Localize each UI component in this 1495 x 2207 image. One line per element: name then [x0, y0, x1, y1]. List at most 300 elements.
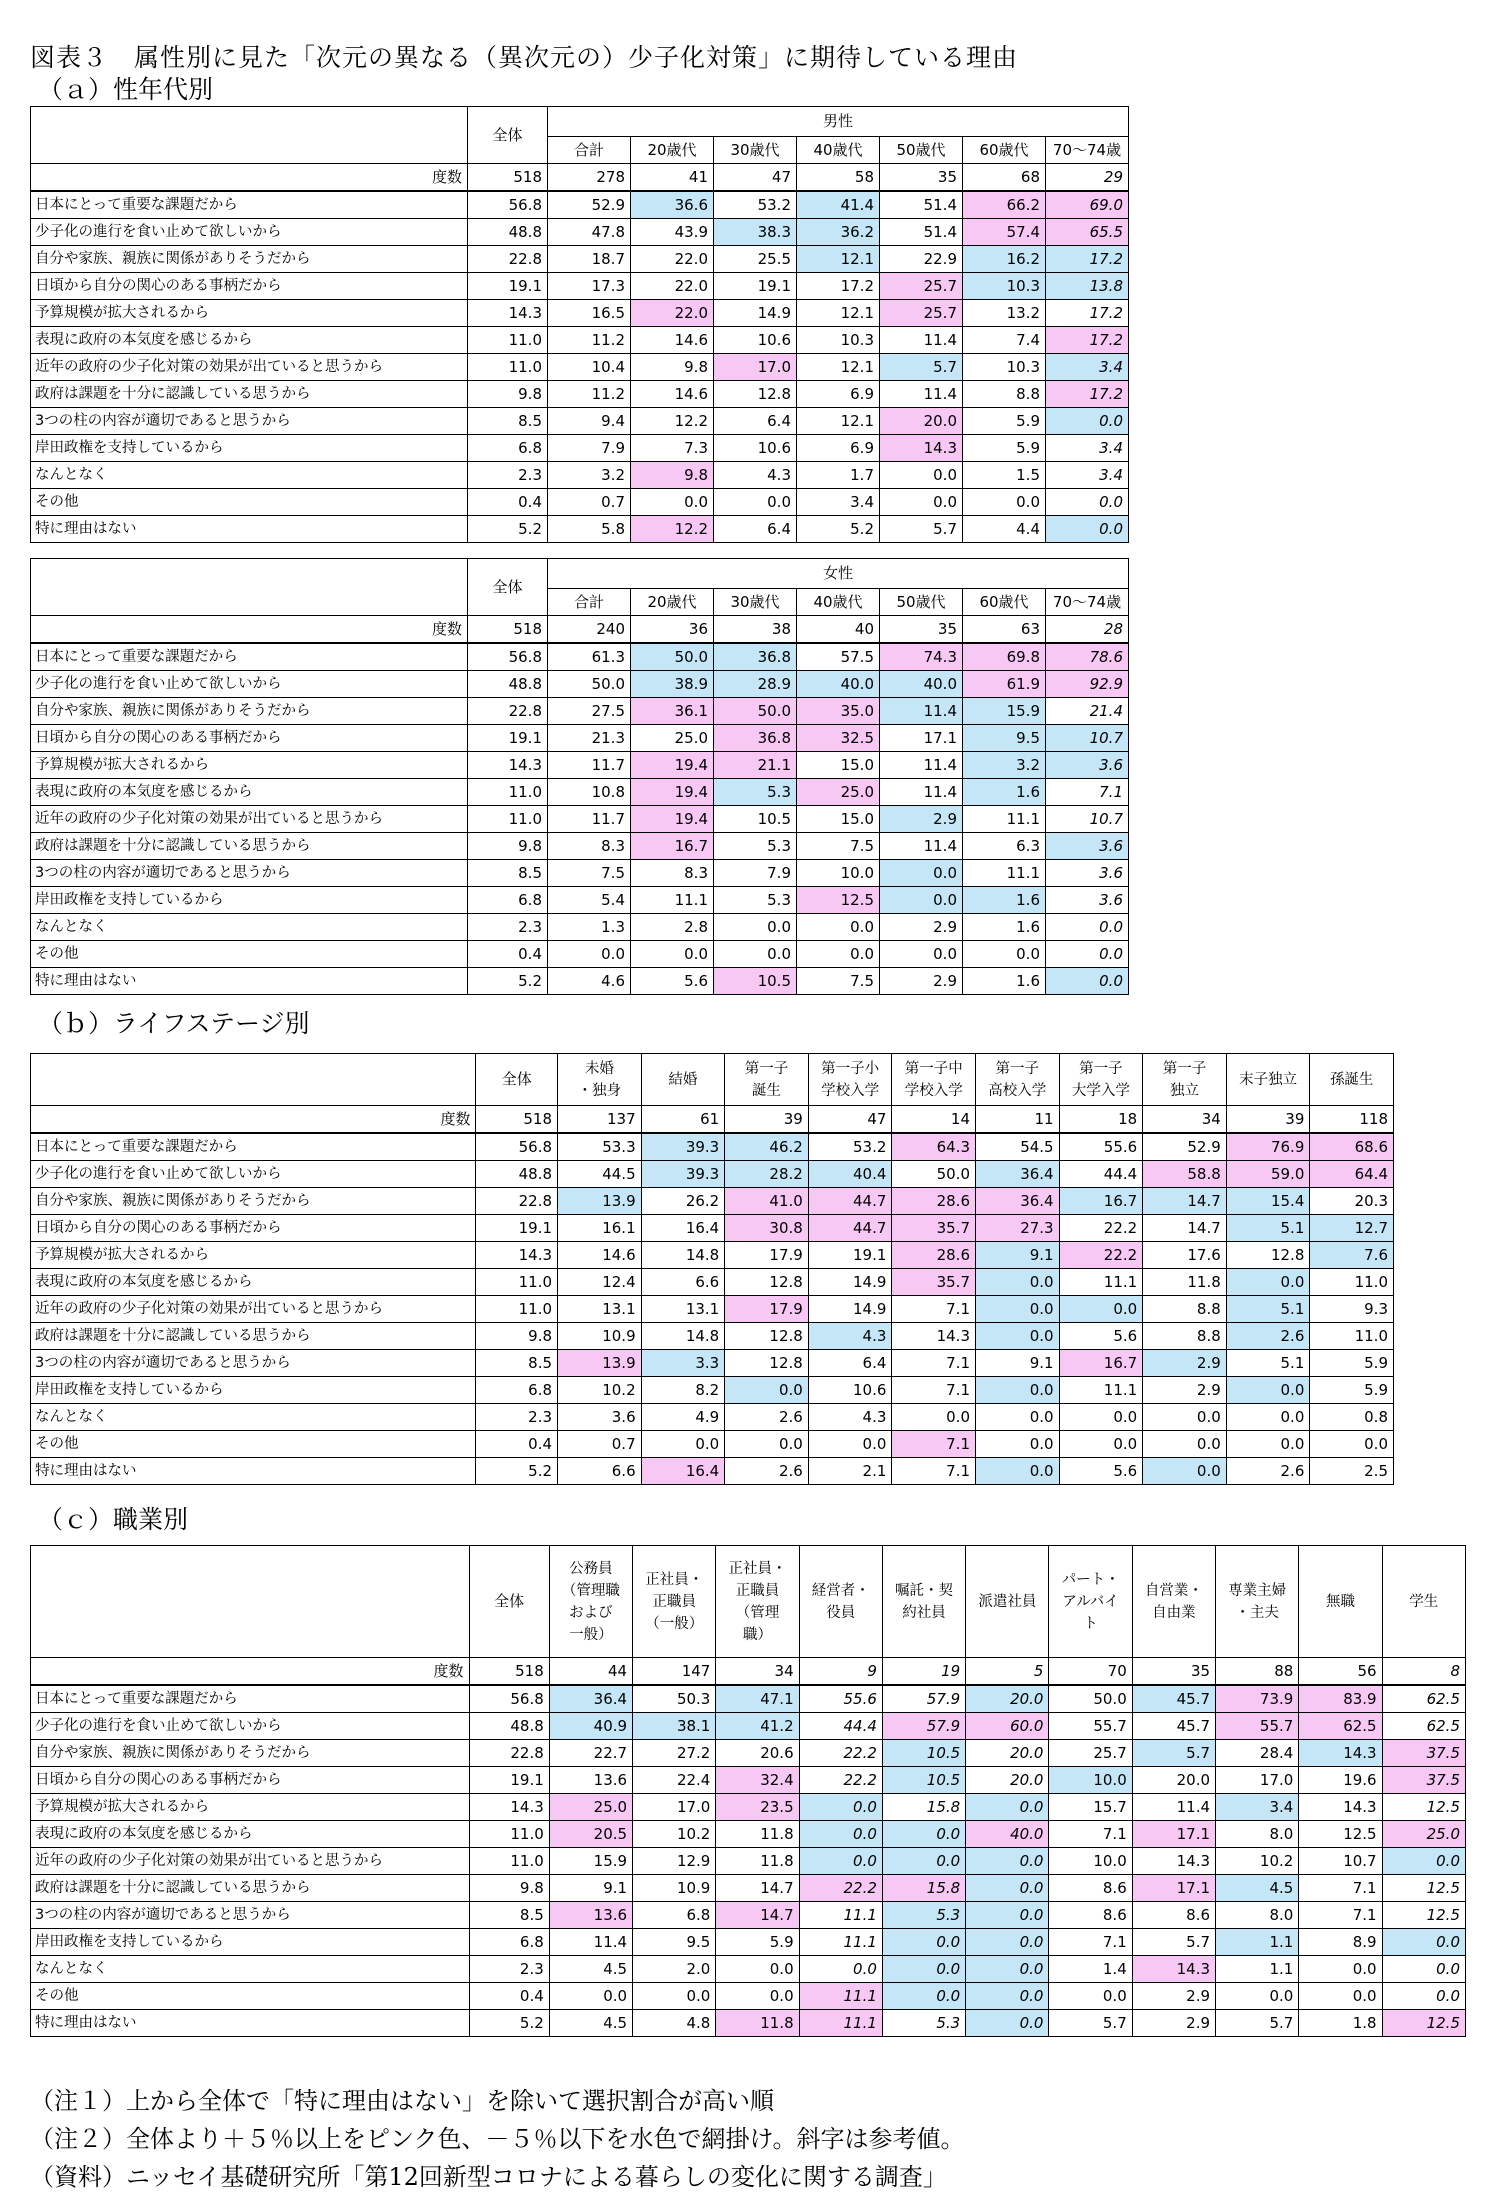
count-cell: 47: [808, 1106, 892, 1134]
table-row: [31, 1161, 1394, 1188]
value-cell: 32.5: [797, 725, 880, 752]
value-cell: 10.2: [1216, 1848, 1299, 1875]
count-cell: 240: [548, 616, 631, 644]
value-cell: 10.5: [882, 1767, 965, 1794]
value-cell: 25.7: [1049, 1740, 1132, 1767]
value-cell: 0.0: [799, 1956, 882, 1983]
value-cell: 20.0: [1132, 1767, 1215, 1794]
value-cell: 0.0: [1382, 1848, 1465, 1875]
count-cell: 19: [882, 1658, 965, 1686]
value-cell: 0.0: [966, 1875, 1049, 1902]
value-cell: 19.6: [1299, 1767, 1382, 1794]
table-row: [31, 1794, 1466, 1821]
value-cell: 10.7: [1046, 806, 1129, 833]
value-cell: 2.9: [1143, 1350, 1227, 1377]
table-row: [31, 462, 1129, 489]
value-cell: 3.4: [1216, 1794, 1299, 1821]
value-cell: 76.9: [1226, 1133, 1310, 1161]
row-label: 日頃から自分の関心のある事柄だから: [31, 1767, 470, 1794]
value-cell: 0.7: [558, 1431, 642, 1458]
row-label: 表現に政府の本気度を感じるから: [31, 1821, 470, 1848]
count-cell: 68: [963, 164, 1046, 192]
value-cell: 5.8: [548, 516, 631, 543]
value-cell: 22.8: [476, 1188, 558, 1215]
value-cell: 14.6: [631, 381, 714, 408]
value-cell: 14.6: [558, 1242, 642, 1269]
value-cell: 3.3: [641, 1350, 725, 1377]
column-header: 50歳代: [880, 589, 963, 616]
table-row: [31, 1983, 1466, 2010]
value-cell: 62.5: [1382, 1713, 1465, 1740]
value-cell: 2.1: [808, 1458, 892, 1485]
value-cell: 0.0: [1059, 1296, 1143, 1323]
value-cell: 55.6: [799, 1685, 882, 1713]
table-row: [31, 1242, 1394, 1269]
count-cell: 34: [716, 1658, 799, 1686]
row-label: 少子化の進行を食い止めて欲しいから: [31, 671, 468, 698]
value-cell: 0.0: [882, 1848, 965, 1875]
row-label: 3つの柱の内容が適切であると思うから: [31, 860, 468, 887]
value-cell: 5.3: [714, 779, 797, 806]
value-cell: 22.2: [1059, 1242, 1143, 1269]
count-cell: 29: [1046, 164, 1129, 192]
value-cell: 11.8: [716, 2010, 799, 2037]
notes: [30, 2082, 965, 2196]
value-cell: 8.6: [1049, 1902, 1132, 1929]
column-header: 60歳代: [963, 589, 1046, 616]
value-cell: 0.0: [1046, 489, 1129, 516]
column-header: 正社員・ 正職員 （管理 職）: [716, 1546, 799, 1658]
table-row: [31, 941, 1129, 968]
header-group-label: 男性: [548, 107, 1129, 137]
value-cell: 0.0: [966, 1983, 1049, 2010]
value-cell: 11.2: [548, 327, 631, 354]
value-cell: 5.7: [880, 516, 963, 543]
value-cell: 7.1: [892, 1458, 976, 1485]
value-cell: 14.3: [1132, 1956, 1215, 1983]
value-cell: 0.0: [631, 489, 714, 516]
value-cell: 13.6: [549, 1767, 632, 1794]
value-cell: 50.0: [892, 1161, 976, 1188]
value-cell: 40.0: [880, 671, 963, 698]
value-cell: 39.3: [641, 1161, 725, 1188]
value-cell: 13.9: [558, 1188, 642, 1215]
value-cell: 45.7: [1132, 1685, 1215, 1713]
value-cell: 8.9: [1299, 1929, 1382, 1956]
value-cell: 22.2: [799, 1875, 882, 1902]
row-label: 予算規模が拡大されるから: [31, 752, 468, 779]
value-cell: 5.9: [1310, 1350, 1394, 1377]
value-cell: 15.8: [882, 1794, 965, 1821]
table-row: [31, 968, 1129, 995]
value-cell: 11.1: [963, 860, 1046, 887]
row-label: 表現に政府の本気度を感じるから: [31, 779, 468, 806]
table-row: [31, 516, 1129, 543]
value-cell: 0.0: [1059, 1404, 1143, 1431]
value-cell: 10.9: [633, 1875, 716, 1902]
table-row: [31, 725, 1129, 752]
value-cell: 20.5: [549, 1821, 632, 1848]
value-cell: 3.4: [1046, 435, 1129, 462]
value-cell: 28.2: [725, 1161, 809, 1188]
table-row: [31, 1685, 1466, 1713]
count-cell: 35: [880, 164, 963, 192]
table-row: [31, 1431, 1394, 1458]
value-cell: 11.1: [799, 2010, 882, 2037]
value-cell: 25.0: [631, 725, 714, 752]
value-cell: 36.6: [631, 191, 714, 219]
value-cell: 36.8: [714, 643, 797, 671]
value-cell: 0.0: [725, 1377, 809, 1404]
value-cell: 11.2: [548, 381, 631, 408]
row-label: 近年の政府の少子化対策の効果が出ていると思うから: [31, 1848, 470, 1875]
value-cell: 0.0: [1226, 1269, 1310, 1296]
value-cell: 7.3: [631, 435, 714, 462]
value-cell: 50.0: [631, 643, 714, 671]
value-cell: 0.0: [892, 1404, 976, 1431]
value-cell: 6.8: [469, 1929, 549, 1956]
count-cell: 56: [1299, 1658, 1382, 1686]
table-row: [31, 671, 1129, 698]
value-cell: 27.5: [548, 698, 631, 725]
value-cell: 0.0: [1049, 1983, 1132, 2010]
value-cell: 28.6: [892, 1188, 976, 1215]
header-total: 全体: [468, 107, 548, 164]
value-cell: 12.1: [797, 300, 880, 327]
count-cell: 63: [963, 616, 1046, 644]
count-cell: 70: [1049, 1658, 1132, 1686]
row-label: 特に理由はない: [31, 968, 468, 995]
value-cell: 2.9: [1132, 1983, 1215, 2010]
value-cell: 36.4: [976, 1161, 1060, 1188]
value-cell: 22.8: [468, 698, 548, 725]
value-cell: 16.7: [1059, 1188, 1143, 1215]
value-cell: 7.5: [548, 860, 631, 887]
value-cell: 2.9: [1132, 2010, 1215, 2037]
section-a-heading: （ａ）性年代別: [38, 75, 214, 104]
value-cell: 6.8: [633, 1902, 716, 1929]
value-cell: 2.3: [468, 462, 548, 489]
row-label: その他: [31, 489, 468, 516]
value-cell: 11.4: [880, 327, 963, 354]
value-cell: 12.4: [558, 1269, 642, 1296]
value-cell: 11.4: [880, 381, 963, 408]
value-cell: 3.2: [963, 752, 1046, 779]
page-title: 図表３ 属性別に見た「次元の異なる（異次元の）少子化対策」に期待している理由: [30, 43, 1019, 72]
value-cell: 51.4: [880, 191, 963, 219]
value-cell: 11.1: [799, 1902, 882, 1929]
value-cell: 9.8: [468, 381, 548, 408]
value-cell: 0.0: [799, 1794, 882, 1821]
column-header: 第一子 高校入学: [976, 1054, 1060, 1106]
row-label: 岸田政権を支持しているから: [31, 887, 468, 914]
row-label: 特に理由はない: [31, 516, 468, 543]
value-cell: 18.7: [548, 246, 631, 273]
value-cell: 32.4: [716, 1767, 799, 1794]
row-label: 政府は課題を十分に認識している思うから: [31, 833, 468, 860]
value-cell: 20.0: [966, 1685, 1049, 1713]
value-cell: 11.4: [880, 752, 963, 779]
value-cell: 11.4: [549, 1929, 632, 1956]
value-cell: 11.0: [469, 1848, 549, 1875]
value-cell: 56.8: [468, 643, 548, 671]
value-cell: 50.0: [714, 698, 797, 725]
value-cell: 7.1: [892, 1431, 976, 1458]
column-header: 派遣社員: [966, 1546, 1049, 1658]
count-cell: 40: [797, 616, 880, 644]
value-cell: 11.1: [631, 887, 714, 914]
row-label: 3つの柱の内容が適切であると思うから: [31, 408, 468, 435]
value-cell: 69.8: [963, 643, 1046, 671]
value-cell: 8.0: [1216, 1902, 1299, 1929]
count-cell: 518: [468, 616, 548, 644]
value-cell: 53.2: [808, 1133, 892, 1161]
value-cell: 19.4: [631, 806, 714, 833]
value-cell: 12.5: [1382, 1794, 1465, 1821]
column-header: 合計: [548, 137, 631, 164]
value-cell: 39.3: [641, 1133, 725, 1161]
value-cell: 25.5: [714, 246, 797, 273]
value-cell: 50.0: [1049, 1685, 1132, 1713]
value-cell: 2.3: [476, 1404, 558, 1431]
value-cell: 1.6: [963, 887, 1046, 914]
value-cell: 2.9: [880, 914, 963, 941]
value-cell: 27.3: [976, 1215, 1060, 1242]
count-label: 度数: [31, 164, 468, 192]
value-cell: 19.1: [469, 1767, 549, 1794]
count-cell: 147: [633, 1658, 716, 1686]
table-row: [31, 779, 1129, 806]
column-header: 正社員・ 正職員 （一般）: [633, 1546, 716, 1658]
value-cell: 16.1: [558, 1215, 642, 1242]
count-cell: 61: [641, 1106, 725, 1134]
value-cell: 0.0: [1299, 1956, 1382, 1983]
value-cell: 14.7: [716, 1902, 799, 1929]
value-cell: 16.4: [641, 1215, 725, 1242]
column-header: 第一子中 学校入学: [892, 1054, 976, 1106]
row-label: 岸田政権を支持しているから: [31, 1929, 470, 1956]
value-cell: 40.0: [966, 1821, 1049, 1848]
value-cell: 6.4: [714, 516, 797, 543]
value-cell: 12.8: [714, 381, 797, 408]
value-cell: 11.4: [880, 779, 963, 806]
value-cell: 0.0: [880, 860, 963, 887]
value-cell: 9.1: [976, 1242, 1060, 1269]
value-cell: 12.8: [1226, 1242, 1310, 1269]
value-cell: 66.2: [963, 191, 1046, 219]
header-total: 全体: [476, 1054, 558, 1106]
row-label: 予算規模が拡大されるから: [31, 300, 468, 327]
value-cell: 0.0: [808, 1431, 892, 1458]
value-cell: 10.2: [633, 1821, 716, 1848]
value-cell: 10.4: [548, 354, 631, 381]
value-cell: 65.5: [1046, 219, 1129, 246]
row-label: 表現に政府の本気度を感じるから: [31, 1269, 476, 1296]
row-label: 少子化の進行を食い止めて欲しいから: [31, 219, 468, 246]
value-cell: 25.0: [549, 1794, 632, 1821]
value-cell: 0.0: [797, 914, 880, 941]
value-cell: 3.6: [558, 1404, 642, 1431]
value-cell: 41.4: [797, 191, 880, 219]
value-cell: 0.0: [976, 1296, 1060, 1323]
value-cell: 0.0: [966, 1848, 1049, 1875]
header-blank: [31, 559, 468, 616]
value-cell: 6.9: [797, 381, 880, 408]
value-cell: 0.0: [976, 1458, 1060, 1485]
value-cell: 6.6: [558, 1458, 642, 1485]
value-cell: 9.5: [963, 725, 1046, 752]
value-cell: 56.8: [469, 1685, 549, 1713]
value-cell: 0.0: [963, 941, 1046, 968]
value-cell: 36.8: [714, 725, 797, 752]
value-cell: 12.7: [1310, 1215, 1394, 1242]
value-cell: 12.1: [797, 408, 880, 435]
row-label: 近年の政府の少子化対策の効果が出ていると思うから: [31, 806, 468, 833]
row-label: なんとなく: [31, 1956, 470, 1983]
value-cell: 8.0: [1216, 1821, 1299, 1848]
value-cell: 0.0: [976, 1269, 1060, 1296]
row-label: 自分や家族、親族に関係がありそうだから: [31, 1188, 476, 1215]
value-cell: 11.7: [548, 806, 631, 833]
value-cell: 5.2: [469, 2010, 549, 2037]
row-label: 近年の政府の少子化対策の効果が出ていると思うから: [31, 1296, 476, 1323]
value-cell: 0.0: [880, 489, 963, 516]
value-cell: 2.6: [725, 1458, 809, 1485]
value-cell: 36.1: [631, 698, 714, 725]
value-cell: 16.4: [641, 1458, 725, 1485]
column-header: 第一子小 学校入学: [808, 1054, 892, 1106]
table-row: [31, 914, 1129, 941]
value-cell: 20.0: [966, 1740, 1049, 1767]
value-cell: 11.4: [880, 698, 963, 725]
value-cell: 22.2: [799, 1740, 882, 1767]
count-cell: 35: [880, 616, 963, 644]
table-row: [31, 1713, 1466, 1740]
row-label: 政府は課題を十分に認識している思うから: [31, 1875, 470, 1902]
value-cell: 9.5: [633, 1929, 716, 1956]
value-cell: 0.0: [548, 941, 631, 968]
value-cell: 0.0: [976, 1431, 1060, 1458]
value-cell: 5.1: [1226, 1350, 1310, 1377]
value-cell: 4.4: [963, 516, 1046, 543]
value-cell: 17.0: [633, 1794, 716, 1821]
table-row: [31, 1821, 1466, 1848]
row-label: その他: [31, 1431, 476, 1458]
value-cell: 17.2: [1046, 381, 1129, 408]
value-cell: 15.9: [963, 698, 1046, 725]
value-cell: 17.1: [880, 725, 963, 752]
value-cell: 55.6: [1059, 1133, 1143, 1161]
table-row: [31, 1956, 1466, 1983]
value-cell: 44.7: [808, 1215, 892, 1242]
value-cell: 8.3: [548, 833, 631, 860]
column-header: 30歳代: [714, 589, 797, 616]
value-cell: 0.0: [1382, 1983, 1465, 2010]
row-label: 自分や家族、親族に関係がありそうだから: [31, 246, 468, 273]
value-cell: 11.8: [1143, 1269, 1227, 1296]
value-cell: 56.8: [468, 191, 548, 219]
table-lifestage: [30, 1053, 1394, 1485]
row-label: 日本にとって重要な課題だから: [31, 643, 468, 671]
value-cell: 7.1: [1049, 1821, 1132, 1848]
value-cell: 9.3: [1310, 1296, 1394, 1323]
value-cell: 10.6: [808, 1377, 892, 1404]
value-cell: 0.0: [1143, 1431, 1227, 1458]
value-cell: 54.5: [976, 1133, 1060, 1161]
row-label: その他: [31, 1983, 470, 2010]
value-cell: 7.1: [1049, 1929, 1132, 1956]
row-label: 日頃から自分の関心のある事柄だから: [31, 1215, 476, 1242]
value-cell: 51.4: [880, 219, 963, 246]
row-label: 日頃から自分の関心のある事柄だから: [31, 273, 468, 300]
value-cell: 17.1: [1132, 1821, 1215, 1848]
value-cell: 0.0: [882, 1956, 965, 1983]
value-cell: 11.8: [716, 1848, 799, 1875]
value-cell: 14.7: [1143, 1215, 1227, 1242]
note-2: （注２）全体より＋５％以上をピンク色、－５％以下を水色で網掛け。斜字は参考値。: [30, 2125, 965, 2153]
row-label: 岸田政権を支持しているから: [31, 435, 468, 462]
value-cell: 5.7: [1049, 2010, 1132, 2037]
value-cell: 5.3: [882, 2010, 965, 2037]
value-cell: 37.5: [1382, 1740, 1465, 1767]
count-cell: 518: [469, 1658, 549, 1686]
value-cell: 0.4: [468, 489, 548, 516]
count-cell: 28: [1046, 616, 1129, 644]
value-cell: 14.3: [468, 300, 548, 327]
value-cell: 17.3: [548, 273, 631, 300]
value-cell: 8.5: [476, 1350, 558, 1377]
value-cell: 22.0: [631, 273, 714, 300]
value-cell: 2.8: [631, 914, 714, 941]
value-cell: 5.4: [548, 887, 631, 914]
value-cell: 12.5: [1382, 1875, 1465, 1902]
value-cell: 0.0: [1226, 1377, 1310, 1404]
value-cell: 1.1: [1216, 1956, 1299, 1983]
table-row: [31, 354, 1129, 381]
value-cell: 0.0: [882, 1821, 965, 1848]
value-cell: 22.9: [880, 246, 963, 273]
value-cell: 53.3: [558, 1133, 642, 1161]
value-cell: 10.3: [797, 327, 880, 354]
row-label: 日頃から自分の関心のある事柄だから: [31, 725, 468, 752]
count-cell: 518: [468, 164, 548, 192]
value-cell: 0.0: [799, 1848, 882, 1875]
count-cell: 137: [558, 1106, 642, 1134]
table-row: [31, 833, 1129, 860]
value-cell: 7.5: [797, 833, 880, 860]
header-total: 全体: [468, 559, 548, 616]
value-cell: 12.8: [725, 1350, 809, 1377]
value-cell: 0.0: [966, 2010, 1049, 2037]
table-row: [31, 1404, 1394, 1431]
value-cell: 7.1: [1046, 779, 1129, 806]
value-cell: 17.6: [1143, 1242, 1227, 1269]
value-cell: 0.0: [631, 941, 714, 968]
value-cell: 3.6: [1046, 752, 1129, 779]
row-label: 岸田政権を支持しているから: [31, 1377, 476, 1404]
value-cell: 5.9: [963, 408, 1046, 435]
value-cell: 0.0: [963, 489, 1046, 516]
count-cell: 39: [725, 1106, 809, 1134]
table-row: [31, 643, 1129, 671]
table-row: [31, 191, 1129, 219]
value-cell: 4.8: [633, 2010, 716, 2037]
header-total: 全体: [469, 1546, 549, 1658]
value-cell: 13.1: [558, 1296, 642, 1323]
value-cell: 0.0: [976, 1323, 1060, 1350]
value-cell: 11.0: [1310, 1269, 1394, 1296]
table-row: [31, 435, 1129, 462]
